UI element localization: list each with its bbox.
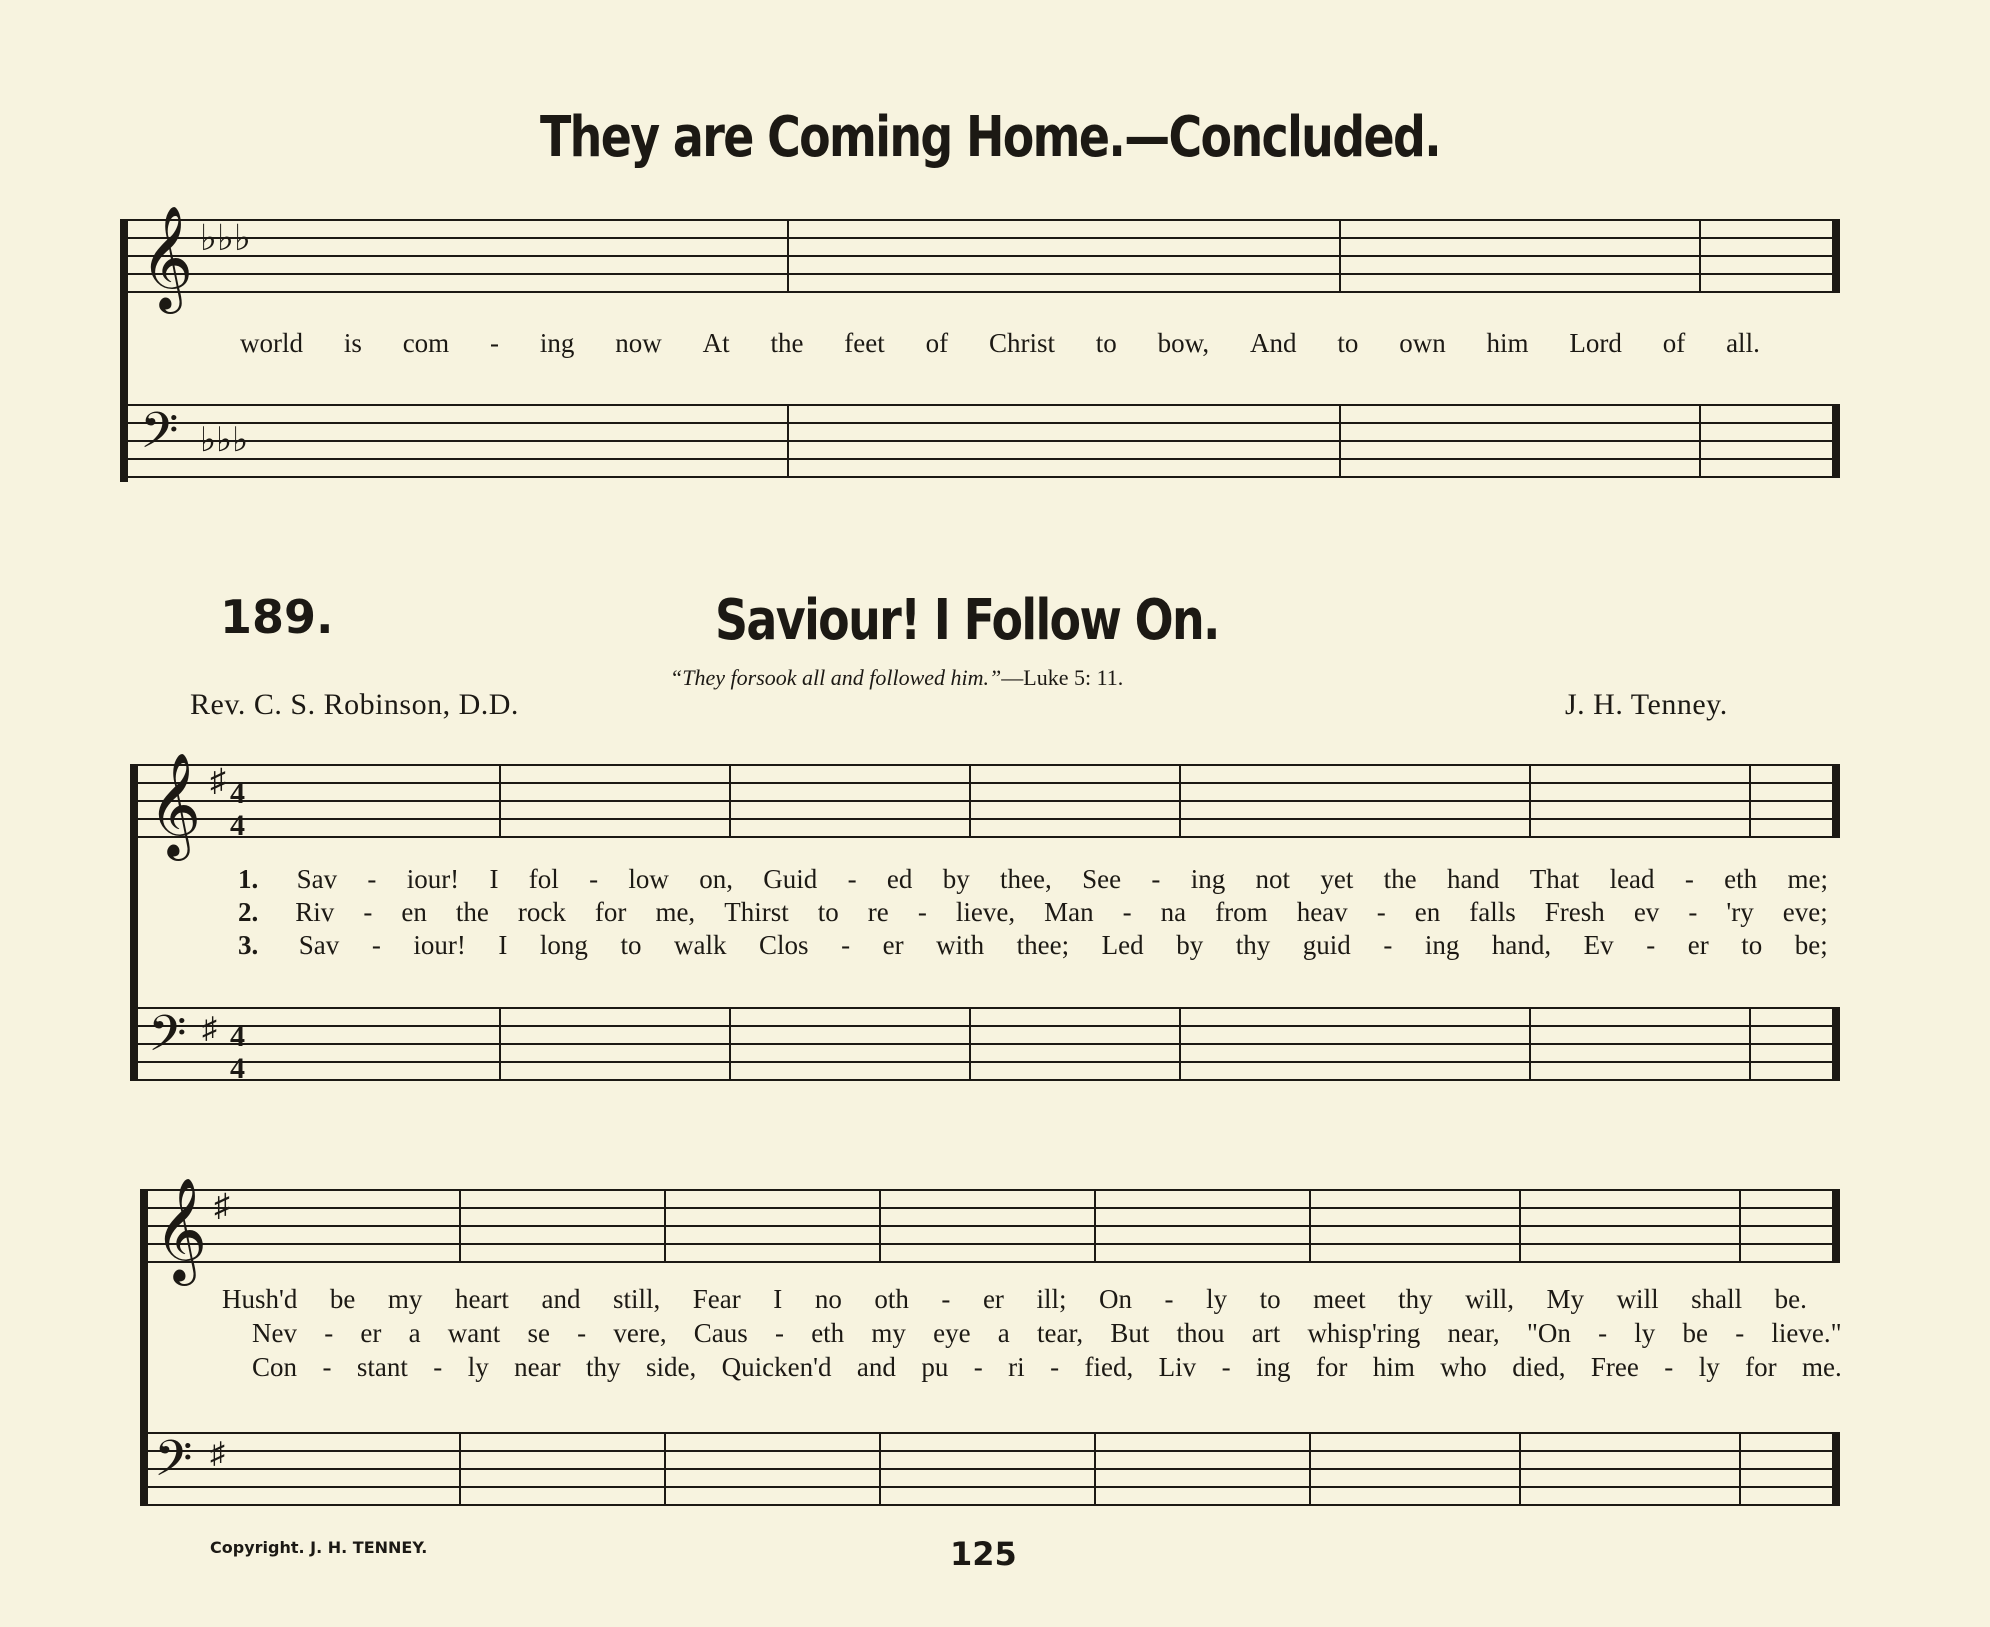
verse-line-3	[252, 1352, 1842, 1383]
lyric-syllable: and	[541, 1284, 581, 1314]
lyric-syllable: stant	[356, 1352, 408, 1382]
lyric-syllable: all.	[1726, 328, 1760, 358]
lyric-syllable: and	[856, 1352, 896, 1382]
system2-bass-staff	[140, 1423, 1850, 1523]
lyric-syllable: from	[1215, 897, 1268, 927]
lyric-syllable: be.	[1774, 1284, 1807, 1314]
lyric-syllable: oth	[874, 1284, 909, 1314]
verse-number: 2.	[238, 897, 259, 927]
svg-text:4: 4	[230, 777, 245, 810]
lyric-syllable: bow,	[1157, 328, 1210, 358]
lyric-syllable: -	[847, 864, 857, 894]
lyric-syllable: -	[367, 864, 377, 894]
lyric-syllable: me.	[1802, 1352, 1842, 1382]
verse-number: 1.	[238, 864, 259, 894]
lyric-syllable: is	[343, 328, 362, 358]
lyric-syllable: thou	[1176, 1318, 1225, 1348]
lyric-syllable: a	[997, 1318, 1010, 1348]
lyric-syllable: lead	[1609, 864, 1655, 894]
lyric-syllable: I	[773, 1284, 783, 1314]
top-piece-title: They are Coming Home.—Concluded.	[540, 105, 1441, 170]
lyric-syllable: Christ	[988, 328, 1055, 358]
lyric-syllable: him	[1372, 1352, 1415, 1382]
lyric-syllable: will	[1616, 1284, 1659, 1314]
svg-text:♯: ♯	[214, 1187, 230, 1223]
hymn-epigraph: “They forsook all and followed him.”—Luke 5: 11.	[670, 665, 1124, 690]
lyric-syllable: er	[1687, 930, 1709, 960]
lyric-syllable: for	[594, 897, 627, 927]
page-number: 125	[950, 1535, 1017, 1573]
lyric-syllable: iour!	[406, 864, 460, 894]
lyric-syllable: guid	[1302, 930, 1351, 960]
lyric-syllable: the	[455, 897, 489, 927]
lyric-syllable: Riv	[295, 897, 335, 927]
lyric-syllable: ly	[1698, 1352, 1720, 1382]
epigraph-quote: They forsook all and followed him.	[682, 665, 990, 690]
svg-text:♯: ♯	[210, 762, 226, 798]
lyric-syllable: died,	[1512, 1352, 1566, 1382]
lyric-syllable: -	[1050, 1352, 1060, 1382]
lyric-syllable: Fresh	[1544, 897, 1605, 927]
lyric-syllable: -	[774, 1318, 784, 1348]
lyric-syllable: vere,	[613, 1318, 667, 1348]
lyric-syllable: On	[1099, 1284, 1132, 1314]
lyric-syllable: Sav	[296, 864, 338, 894]
svg-text:𝄢: 𝄢	[154, 1430, 193, 1500]
lyric-syllable: I	[498, 930, 508, 960]
lyric-syllable: -	[322, 1352, 332, 1382]
lyric-syllable: lieve."	[1771, 1318, 1842, 1348]
lyric-syllable: -	[363, 897, 373, 927]
lyric-syllable: eye	[933, 1318, 971, 1348]
lyric-syllable: to	[1741, 930, 1763, 960]
hymn-author: Rev. C. S. Robinson, D.D.	[190, 688, 519, 721]
lyric-syllable: Liv	[1158, 1352, 1197, 1382]
lyric-syllable: thee,	[1000, 864, 1052, 894]
lyric-syllable: by	[942, 864, 970, 894]
lyric-syllable: Clos	[759, 930, 809, 960]
lyric-syllable: -	[1664, 1352, 1674, 1382]
lyric-syllable: -	[941, 1284, 951, 1314]
system2-treble-staff	[140, 1177, 1850, 1282]
lyric-syllable: be;	[1794, 930, 1828, 960]
lyric-syllable: -	[973, 1352, 983, 1382]
verse-line-1	[222, 1284, 1807, 1315]
svg-text:♯: ♯	[202, 1012, 217, 1045]
lyric-syllable: to	[620, 930, 642, 960]
lyric-syllable: ly	[1634, 1318, 1656, 1348]
lyric-syllable: side,	[645, 1352, 697, 1382]
verse-line-1	[238, 864, 1828, 895]
lyric-syllable: not	[1255, 864, 1291, 894]
svg-text:𝄞: 𝄞	[148, 752, 202, 857]
lyric-syllable: Sav	[298, 930, 340, 960]
lyric-syllable: -	[1383, 930, 1393, 960]
lyric-syllable: 'ry	[1726, 897, 1754, 927]
verse-number: 3.	[238, 930, 259, 960]
lyric-syllable: for	[1745, 1352, 1777, 1382]
lyric-syllable: -	[1122, 897, 1132, 927]
lyric-syllable: -	[917, 897, 927, 927]
lyric-syllable: thy	[586, 1352, 621, 1382]
lyric-syllable: My	[1546, 1284, 1585, 1314]
svg-text:♭♭♭: ♭♭♭	[200, 422, 249, 459]
lyric-syllable: to	[1259, 1284, 1281, 1314]
lyric-syllable: eth	[1724, 864, 1758, 894]
lyric-syllable: ev	[1633, 897, 1660, 927]
lyric-syllable: ly	[467, 1352, 489, 1382]
lyric-syllable: near,	[1447, 1318, 1500, 1348]
lyric-syllable: Hush'd	[222, 1284, 298, 1314]
top-lyrics	[240, 328, 1760, 359]
lyric-syllable: -	[1646, 930, 1656, 960]
lyric-syllable: pu	[921, 1352, 949, 1382]
system1-treble-staff	[130, 752, 1850, 857]
lyric-syllable: feet	[844, 328, 885, 358]
lyric-syllable: re	[867, 897, 889, 927]
svg-text:4: 4	[230, 809, 245, 842]
lyric-syllable: world	[240, 328, 303, 358]
lyric-syllable: heav	[1296, 897, 1348, 927]
epigraph-reference: —Luke 5: 11.	[1001, 665, 1124, 690]
lyric-syllable: heart	[454, 1284, 509, 1314]
lyric-syllable: Free	[1590, 1352, 1639, 1382]
lyric-syllable: er	[982, 1284, 1004, 1314]
lyric-syllable: yet	[1320, 864, 1354, 894]
lyric-syllable: -	[1735, 1318, 1745, 1348]
lyric-syllable: -	[841, 930, 851, 960]
lyric-syllable: Fear	[692, 1284, 741, 1314]
lyric-syllable: me;	[1787, 864, 1828, 894]
lyric-syllable: "On	[1526, 1318, 1571, 1348]
lyric-syllable: -	[433, 1352, 443, 1382]
svg-text:4: 4	[230, 1052, 245, 1085]
svg-text:𝄞: 𝄞	[140, 205, 194, 310]
lyric-syllable: be	[329, 1284, 356, 1314]
lyric-syllable: thy	[1235, 930, 1271, 960]
lyric-syllable: eve;	[1782, 897, 1828, 927]
lyric-syllable: Man	[1044, 897, 1094, 927]
lyric-syllable: se	[527, 1318, 550, 1348]
lyric-syllable: -	[490, 328, 500, 358]
lyric-syllable: -	[1221, 1352, 1231, 1382]
lyric-syllable: ing	[1424, 930, 1460, 960]
verse-line-2	[252, 1318, 1842, 1349]
lyric-syllable: At	[702, 328, 730, 358]
lyric-syllable: I	[489, 864, 499, 894]
lyric-syllable: -	[1688, 897, 1698, 927]
lyric-syllable: by	[1176, 930, 1204, 960]
lyric-syllable: still,	[612, 1284, 661, 1314]
lyric-syllable: thee;	[1016, 930, 1070, 960]
lyric-syllable: thy	[1398, 1284, 1433, 1314]
svg-text:𝄢: 𝄢	[140, 402, 179, 472]
lyric-syllable: want	[447, 1318, 501, 1348]
lyric-syllable: for	[1315, 1352, 1348, 1382]
lyric-syllable: ing	[1256, 1352, 1291, 1382]
lyric-syllable: no	[814, 1284, 842, 1314]
lyric-syllable: meet	[1313, 1284, 1366, 1314]
lyric-syllable: -	[589, 864, 599, 894]
lyric-syllable: rock	[517, 897, 566, 927]
lyric-syllable: na	[1160, 897, 1187, 927]
lyric-syllable: com	[402, 328, 450, 358]
lyric-syllable: the	[770, 328, 804, 358]
lyric-syllable: of	[925, 328, 949, 358]
copyright-notice: Copyright. J. H. TENNEY.	[210, 1538, 428, 1557]
lyric-syllable: Lord	[1569, 328, 1622, 358]
lyric-syllable: the	[1383, 864, 1417, 894]
lyric-syllable: him	[1486, 328, 1529, 358]
svg-text:𝄞: 𝄞	[154, 1177, 208, 1282]
lyric-syllable: long	[539, 930, 588, 960]
lyric-syllable: See	[1082, 864, 1122, 894]
lyric-syllable: But	[1110, 1318, 1150, 1348]
hymn-composer: J. H. Tenney.	[1565, 688, 1728, 721]
lyric-syllable: -	[1598, 1318, 1608, 1348]
lyric-syllable: on,	[699, 864, 733, 894]
lyric-syllable: fied,	[1084, 1352, 1134, 1382]
lyric-syllable: -	[1684, 864, 1694, 894]
lyric-syllable: Con	[252, 1352, 298, 1382]
lyric-syllable: -	[371, 930, 381, 960]
lyric-syllable: -	[324, 1318, 334, 1348]
top-treble-staff	[120, 205, 1850, 310]
lyric-syllable: now	[615, 328, 662, 358]
lyric-syllable: will,	[1465, 1284, 1514, 1314]
lyric-syllable: ly	[1206, 1284, 1228, 1314]
lyric-syllable: hand	[1446, 864, 1500, 894]
lyric-syllable: hand,	[1491, 930, 1552, 960]
lyric-syllable: fol	[528, 864, 559, 894]
lyric-syllable: walk	[673, 930, 727, 960]
verse-line-2	[238, 897, 1828, 928]
lyric-syllable: low	[628, 864, 669, 894]
lyric-syllable: a	[408, 1318, 421, 1348]
lyric-syllable: who	[1440, 1352, 1487, 1382]
lyric-syllable: be	[1682, 1318, 1708, 1348]
lyric-syllable: near	[514, 1352, 561, 1382]
lyric-syllable: to	[1337, 328, 1359, 358]
lyric-syllable: -	[1164, 1284, 1174, 1314]
lyric-syllable: with	[936, 930, 985, 960]
lyric-syllable: of	[1662, 328, 1686, 358]
lyric-syllable: lieve,	[955, 897, 1016, 927]
lyric-syllable: art	[1251, 1318, 1281, 1348]
lyric-syllable: iour!	[413, 930, 466, 960]
lyric-syllable: Thirst	[724, 897, 789, 927]
lyric-syllable: -	[1376, 897, 1386, 927]
lyric-syllable: -	[577, 1318, 587, 1348]
lyric-syllable: er	[882, 930, 904, 960]
hymn-title: Saviour! I Follow On.	[715, 588, 1219, 653]
lyric-syllable: Quicken'd	[721, 1352, 832, 1382]
svg-text:♯: ♯	[210, 1437, 225, 1470]
lyric-syllable: en	[1414, 897, 1441, 927]
lyric-syllable: me,	[655, 897, 696, 927]
lyric-syllable: to	[817, 897, 839, 927]
verse-line-3	[238, 930, 1828, 961]
lyric-syllable: ing	[1190, 864, 1226, 894]
lyric-syllable: er	[360, 1318, 382, 1348]
svg-text:4: 4	[230, 1020, 245, 1053]
lyric-syllable: whisp'ring	[1307, 1318, 1421, 1348]
lyric-syllable: falls	[1469, 897, 1516, 927]
lyric-syllable: eth	[811, 1318, 845, 1348]
lyric-syllable: en	[401, 897, 427, 927]
lyric-syllable: That	[1529, 864, 1580, 894]
lyric-syllable: ill;	[1036, 1284, 1067, 1314]
lyric-syllable: to	[1095, 328, 1117, 358]
lyric-syllable: my	[387, 1284, 423, 1314]
lyric-syllable: own	[1399, 328, 1446, 358]
lyric-syllable: shall	[1691, 1284, 1743, 1314]
lyric-syllable: Nev	[252, 1318, 297, 1348]
lyric-syllable: ing	[539, 328, 575, 358]
lyric-syllable: my	[871, 1318, 906, 1348]
svg-text:♭♭♭: ♭♭♭	[200, 218, 251, 258]
lyric-syllable: -	[1151, 864, 1161, 894]
hymn-number: 189.	[220, 590, 334, 644]
lyric-syllable: Ev	[1583, 930, 1614, 960]
svg-text:𝄢: 𝄢	[148, 1005, 187, 1075]
lyric-syllable: Guid	[763, 864, 818, 894]
lyric-syllable: And	[1250, 328, 1297, 358]
lyric-syllable: ed	[886, 864, 913, 894]
lyric-syllable: Led	[1101, 930, 1144, 960]
lyric-syllable: ri	[1008, 1352, 1025, 1382]
top-bass-staff	[120, 395, 1850, 495]
lyric-syllable: Caus	[693, 1318, 748, 1348]
system1-bass-staff	[130, 998, 1850, 1098]
lyric-syllable: tear,	[1036, 1318, 1084, 1348]
